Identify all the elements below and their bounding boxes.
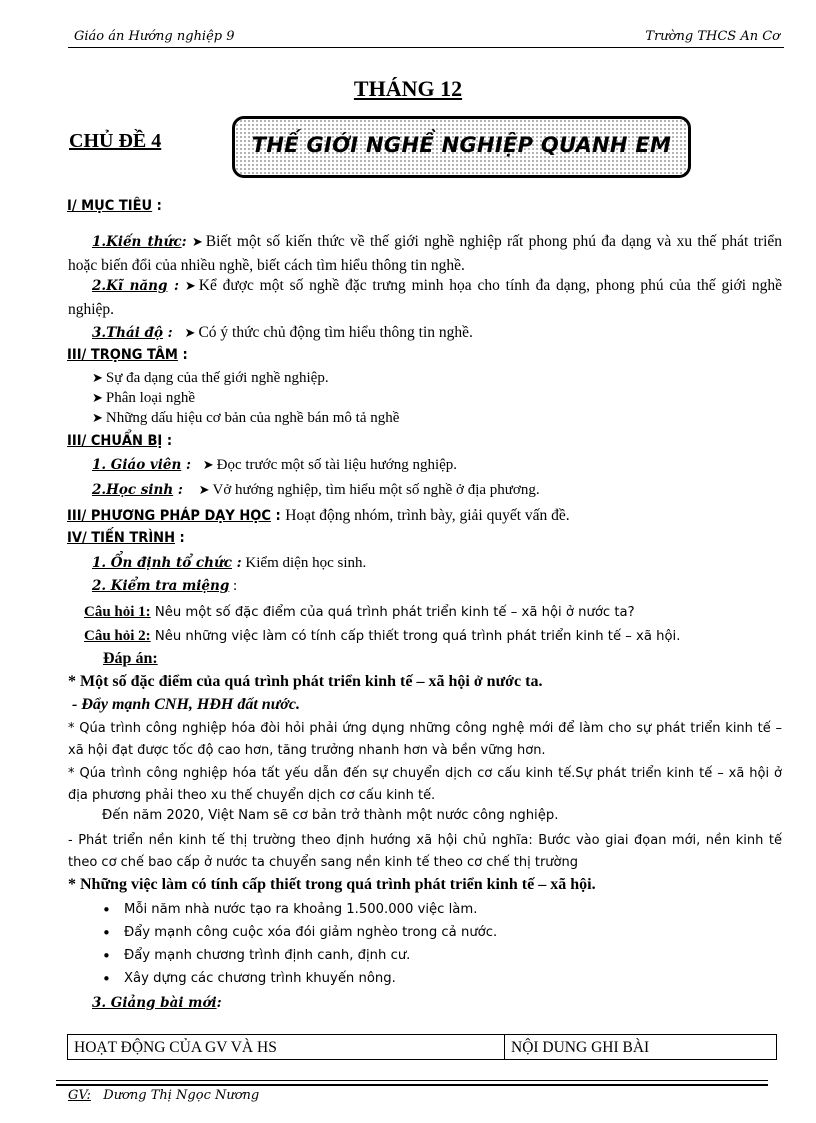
objective-knowledge: 1.Kiến thức: ➤ Biết một số kiến thức về thế giới nghề nghiệp rất phong phú đa dạng và xu thế phát triển hoặc biến đổi của nhiều nghề, biết cách tìm hiểu thông tin nghề. [68, 233, 783, 274]
section-focus-heading: III/ TRỌNG TÂM : [67, 347, 188, 363]
answer-heading-1: * Một số đặc điểm của quá trình phát triển kinh tế – xã hội ở nước ta. [68, 673, 543, 690]
topic-title: THẾ GIỚI NGHỀ NGHIỆP QUANH EM [251, 133, 672, 157]
process-item-3: 3. Giảng bài mới: [92, 995, 222, 1011]
page-header [68, 28, 784, 48]
objective-attitude: 3.Thái độ : ➤ Có ý thức chủ động tìm hiểu thông tin nghề. [92, 324, 473, 341]
prep-student: 2.Học sinh : ➤ Vở hướng nghiệp, tìm hiểu một số nghề ở địa phương. [92, 482, 540, 498]
footer-divider [56, 1084, 768, 1086]
answer-label: Đáp án: [103, 650, 158, 667]
question-2: Câu hỏi 2: Nêu những việc làm có tính cấp thiết trong quá trình phát triển kinh tế – xã hội. [84, 628, 681, 644]
focus-item: ➤ Sự đa dạng của thế giới nghề nghiệp. [92, 370, 329, 386]
bullet-item: • Mỗi năm nhà nước tạo ra khoảng 1.500.000 việc làm. [124, 902, 477, 917]
answer-paragraph: * Qúa trình công nghiệp hóa đòi hỏi phải ứng dụng những công nghệ mới để làm cho sự phát triển kinh tế – xã hội đạt được tốc độ cao hơn, tăng trưởng nhanh hơn và bền vững hơn. [68, 721, 782, 758]
section-method-heading: III/ PHƯƠNG PHÁP DẠY HỌC : Hoạt động nhóm, trình bày, giải quyết vấn đề. [67, 507, 570, 524]
objective-skills: 2.Kĩ năng : ➤ Kể được một số nghề đặc trưng minh họa cho tính đa dạng, phong phú của thế giới nghề nghiệp. [68, 277, 782, 318]
focus-item: ➤ Phân loại nghề [92, 390, 196, 406]
table-col-activities: HOẠT ĐỘNG CỦA GV VÀ HS [68, 1035, 505, 1059]
section-preparation-heading: III/ CHUẨN BỊ : [67, 433, 173, 449]
focus-item: ➤ Những dấu hiệu cơ bản của nghề bán mô tả nghề [92, 410, 400, 426]
section-process-heading: IV/ TIẾN TRÌNH : [67, 530, 185, 546]
process-item-1: 1. Ổn định tổ chức : Kiểm diện học sinh. [92, 555, 367, 571]
table-col-content: NỘI DUNG GHI BÀI [511, 1039, 650, 1056]
topic-box [232, 116, 691, 178]
arrow-right-icon: ➤ [198, 483, 210, 498]
page-footer: GV: Dương Thị Ngọc Nương [68, 1088, 260, 1103]
header-left: Giáo án Hướng nghiệp 9 [74, 29, 235, 44]
bullet-item: • Đẩy mạnh chương trình định canh, định cư. [124, 948, 410, 963]
arrow-right-icon: ➤ [184, 326, 196, 341]
bullet-item: • Đẩy mạnh công cuộc xóa đói giảm nghèo trong cả nước. [124, 925, 497, 940]
answer-paragraph: * Qúa trình công nghiệp hóa tất yếu dẫn đến sự chuyển dịch cơ cấu kinh tế.Sự phát triển kinh tế – xã hội ở địa phương phải theo xu thế chuyển dịch cơ cấu kinh tế. [68, 766, 782, 803]
lesson-table-header [67, 1034, 777, 1060]
answer-heading-2: * Những việc làm có tính cấp thiết trong quá trình phát triển kinh tế – xã hội. [68, 876, 596, 893]
question-1: Câu hỏi 1: Nêu một số đặc điểm của quá trình phát triển kinh tế – xã hội ở nước ta? [84, 604, 635, 620]
topic-label: CHỦ ĐỀ 4 [69, 130, 162, 152]
answer-paragraph: Đến năm 2020, Việt Nam sẽ cơ bản trở thành một nước công nghiệp. [102, 808, 559, 823]
arrow-right-icon: ➤ [92, 411, 103, 426]
answer-sub-1: - Đẩy mạnh CNH, HĐH đất nước. [72, 696, 300, 713]
arrow-right-icon: ➤ [92, 371, 103, 386]
header-right: Trường THCS An Cơ [645, 29, 780, 44]
answer-paragraph: - Phát triển nền kinh tế thị trường theo định hướng xã hội chủ nghĩa: Bước vào giai đọan mới, nền kinh tế theo cơ chế bao cấp ở nước ta chuyển sang nền kinh tế theo cơ chế thị trường [68, 833, 782, 870]
bullet-item: • Xây dựng các chương trình khuyến nông. [124, 971, 396, 986]
arrow-right-icon: ➤ [184, 279, 196, 294]
arrow-right-icon: ➤ [92, 391, 103, 406]
footer-divider [56, 1080, 768, 1081]
prep-teacher: 1. Giáo viên : ➤ Đọc trước một số tài liệu hướng nghiệp. [92, 457, 458, 473]
arrow-right-icon: ➤ [191, 235, 203, 250]
section-objectives-heading: I/ MỤC TIÊU : [67, 198, 162, 214]
process-item-2: 2. Kiểm tra miệng : [92, 578, 238, 594]
arrow-right-icon: ➤ [202, 458, 214, 473]
month-title: THÁNG 12 [353, 76, 463, 101]
